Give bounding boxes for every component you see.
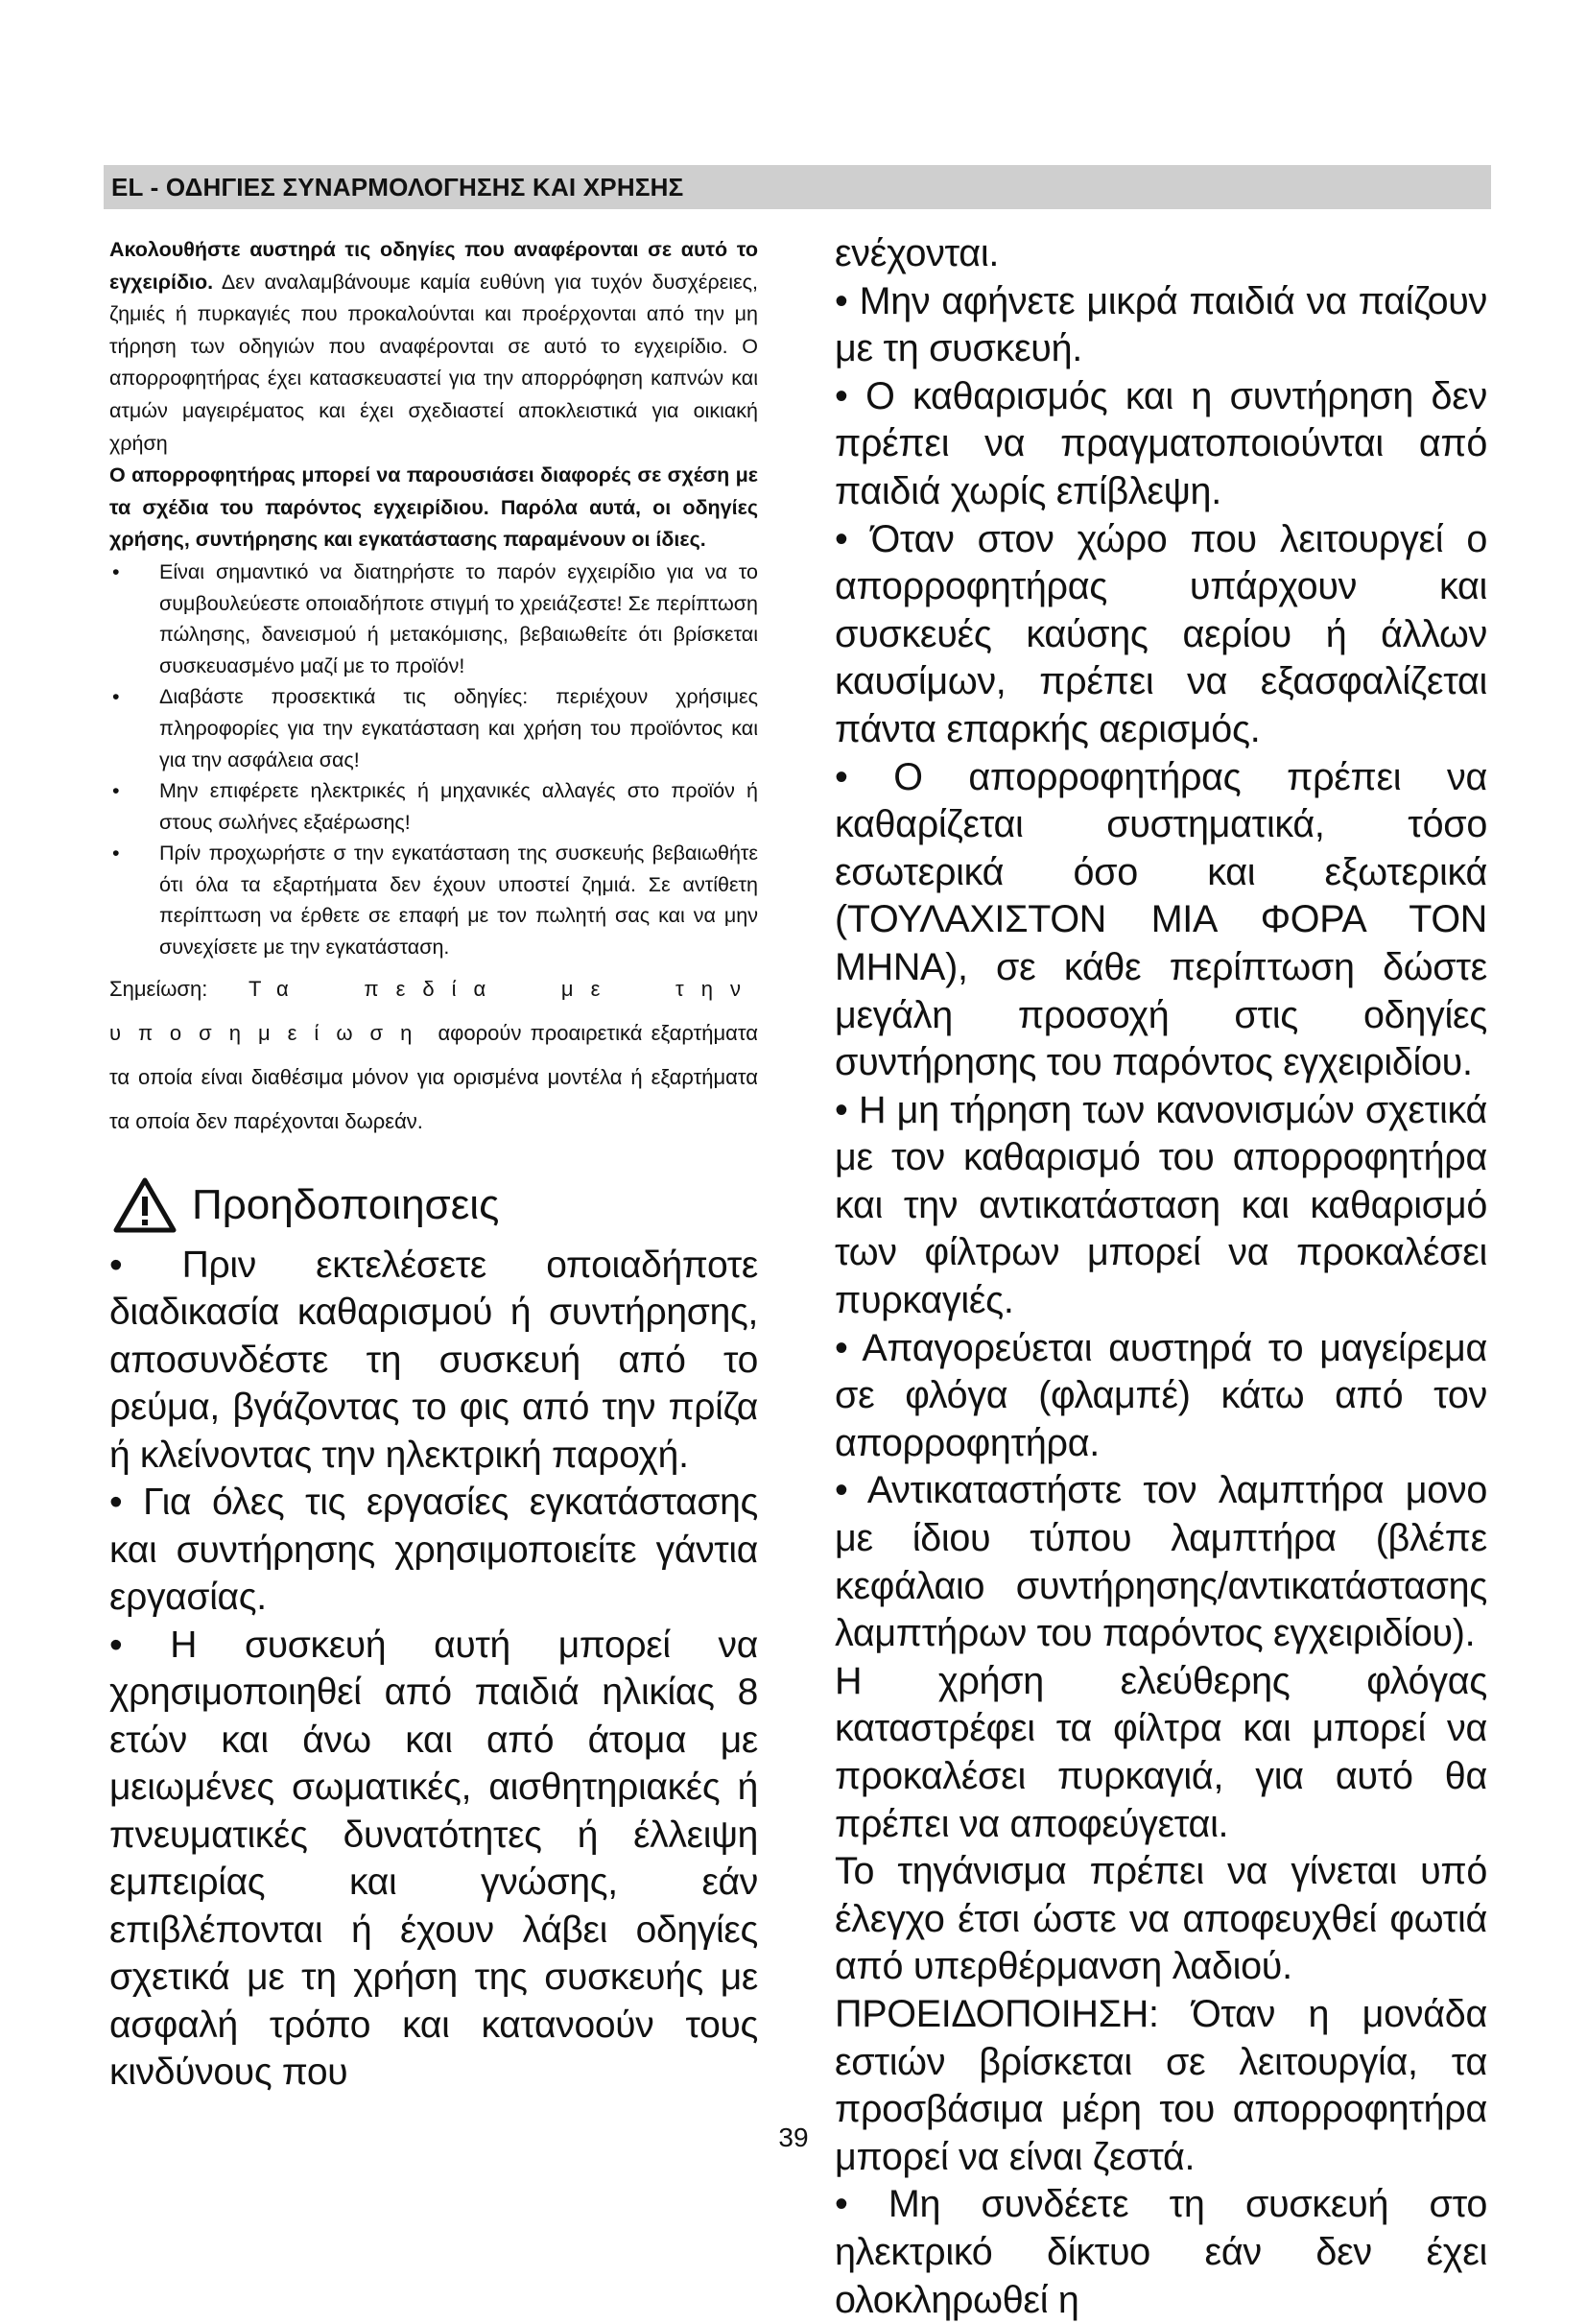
warning-paragraph: • Απαγορεύεται αυστηρά το μαγείρεμα σε φλόγα (φλαμπέ) κάτω από τον απορροφητήρα. (835, 1326, 1487, 1464)
section-header (104, 165, 1491, 209)
warning-paragraph: • Ο απορροφητήρας πρέπει να καθαρίζεται συστηματικά, τόσο εσωτερικά όσο και εξωτερικά (ΤΟΥΛΑΧΙΣΤΟΝ ΜΙΑ ΦΟΡΑ ΤΟΝ ΜΗΝΑ), σε κάθε περίπτωση δώστε μεγάλη προσοχή στις οδηγίες συντήρησης του παρόντος εγχειριδίου. (835, 755, 1487, 1084)
list-item: • Πρίν προχωρήστε σ την εγκατάσταση της συσκευής βεβαιωθήτε ότι όλα τα εξαρτήματα δεν έχουν υποστεί ζημιά. Σε αντίθετη περίπτωση να έρθετε σε επαφή με τον πωλητή σας και να μην συνεχίσετε με την εγκατάσταση. (109, 838, 758, 962)
warning-paragraph: • Η συσκευή αυτή μπορεί να χρησιμοποιηθεί από παιδιά ηλικίας 8 ετών και άνω και από άτομα με μειωμένες σωματικές, αισθητηριακές ή πνευματικές δυνατότητες ή έλλειψη εμπειρίας και γνώσης, εάν επιβλέπονται ή έχουν λάβει οδηγίες σχετικά με τη χρήση της συσκευής με ασφαλή τρόπο και κατανοούν τους κινδύνους που (109, 1624, 758, 2094)
warning-paragraph: ΠΡΟΕΙΔΟΠΟΙΗΣΗ: Όταν η μονάδα εστιών βρίσκεται σε λειτουργία, τα προσβάσιμα μέρη του απορροφητήρα μπορεί να είναι ζεστά. (835, 1992, 1487, 2178)
note-text: αφορούν προαιρετικά εξαρτήματα τα οποία είναι διαθέσιμα μόνον για ορισμένα μοντέλα ή εξαρτήματα τα οποία δεν παρέχονται δωρεάν. (109, 1020, 758, 1133)
list-item: • Είναι σημαντικό να διατηρήστε το παρόν εγχειρίδιο για να το συμβουλεύεστε οποιαδήποτε στιγμή το χρειάζεστε! Σε περίπτωση πώλησης, δανεισμού ή μετακόμισης, βεβαιωθείτε ότι βρίσκεται συσκευασμένο μαζί με το προϊόν! (109, 557, 758, 681)
warning-paragraph: • Ο καθαρισμός και η συντήρηση δεν πρέπει να πραγματοποιούνται από παιδιά χωρίς επίβλεψη. (835, 374, 1487, 512)
page-number: 39 (778, 2122, 809, 2152)
left-column (109, 234, 758, 2097)
warning-triangle-icon (113, 1177, 177, 1233)
note-paragraph (109, 967, 758, 1144)
section-header-title: EL - ΟΔΗΓΙΕΣ ΣΥΝΑΡΜΟΛΟΓΗΣΗΣ ΚΑΙ ΧΡΗΣΗΣ (111, 173, 684, 202)
intro-block (109, 234, 758, 963)
intro-bold: Ακολουθήστε αυστηρά τις οδηγίες που αναφέρονται σε αυτό το εγχειρίδιο. (109, 238, 758, 294)
warnings-heading (109, 1169, 758, 1242)
warning-paragraph: • Πριν εκτελέσετε οποιαδήποτε διαδικασία καθαρισμού ή συντήρησης, αποσυνδέστε τη συσκευή από το ρεύμα, βγάζοντας το φις από την πρίζα ή κλείνοντας την ηλεκτρική παροχή. (109, 1244, 758, 1476)
list-item: • Μην επιφέρετε ηλεκτρικές ή μηχανικές αλλαγές στο προϊόν ή στους σωλήνες εξαέρωσης! (109, 775, 758, 838)
warning-paragraph: • Μην αφήνετε μικρά παιδιά να παίζουν με τη συσκευή. (835, 279, 1487, 370)
warning-paragraph: • Η μη τήρηση των κανονισμών σχετικά με τον καθαρισμό του απορροφητήρα και την αντικατάσταση και καθαρισμό των φίλτρων μπορεί να προκαλέσει πυρκαγιές. (835, 1088, 1487, 1322)
warning-paragraph: • Μη συνδέετε τη συσκευή στο ηλεκτρικό δίκτυο εάν δεν έχει ολοκληρωθεί η (835, 2183, 1487, 2321)
intro-variations (109, 460, 758, 557)
right-column (835, 230, 1487, 2324)
intro-paragraph (109, 234, 758, 460)
warning-paragraph: • Για όλες τις εργασίες εγκατάστασης και συντήρησης χρησιμοποιείτε γάντια εργασίας. (109, 1482, 758, 1619)
intro-variations-bold: Ο απορροφητήρας μπορεί να παρουσιάσει διαφορές σε σχέση με τα σχέδια του παρόντος εγχειρίδιου. Παρόλα αυτά, οι οδηγίες χρήσης, συντήρησης και εγκατάστασης παραμένουν οι ίδιες. (109, 463, 758, 552)
instruction-list (109, 557, 758, 963)
list-item: • Διαβάστε προσεκτικά τις οδηγίες: περιέχουν χρήσιμες πληροφορίες για την εγκατάσταση και χρήση του προϊόντος και για την ασφάλεια σας! (109, 681, 758, 775)
warning-paragraph: • Όταν στον χώρο που λειτουργεί ο απορροφητήρας υπάρχουν και συσκευές καύσης αερίου ή άλλων καυσίμων, πρέπει να εξασφαλίζεται πάντα επαρκής αερισμός. (835, 517, 1487, 750)
warning-paragraph: • Αντικαταστήστε τον λαμπτήρα μονο με ίδιου τύπου λαμπτήρα (βλέπε κεφάλαιο συντήρησης/αντικατάστασης λαμπτήρων του παρόντος εγχειριδίου). (835, 1469, 1487, 1655)
warning-paragraph: ενέχονται. (835, 232, 999, 274)
warning-paragraph: Η χρήση ελεύθερης φλόγας καταστρέφει τα φίλτρα και μπορεί να προκαλέσει πυρκαγιά, για αυτό θα πρέπει να αποφεύγεται. (835, 1659, 1487, 1845)
note-spaced-text: Τα πεδία με την υποσημείωση (109, 976, 758, 1045)
intro-text: Δεν αναλαμβάνουμε καμία ευθύνη για τυχόν δυσχέρειες, ζημιές ή πυρκαγιές που προκαλούνται και προέρχονται από την μη τήρηση των οδηγιών που αναφέρονται σε αυτό το εγχειρίδιο. Ο απορροφητήρας έχει κατασκευαστεί για την απορρόφηση καπνών και ατμών μαγειρέματος και έχει σχεδιαστεί αποκλειστικά για οικιακή χρήση (109, 270, 758, 455)
warning-paragraph: Το τηγάνισμα πρέπει να γίνεται υπό έλεγχο έτσι ώστε να αποφευχθεί φωτιά από υπερθέρμανση λαδιού. (835, 1850, 1487, 1988)
warnings-title: Προηδοποιησεις (192, 1180, 500, 1228)
warnings-right (835, 230, 1487, 2324)
warnings-left (109, 1242, 758, 2097)
note-label: Σημείωση: (109, 976, 208, 1001)
